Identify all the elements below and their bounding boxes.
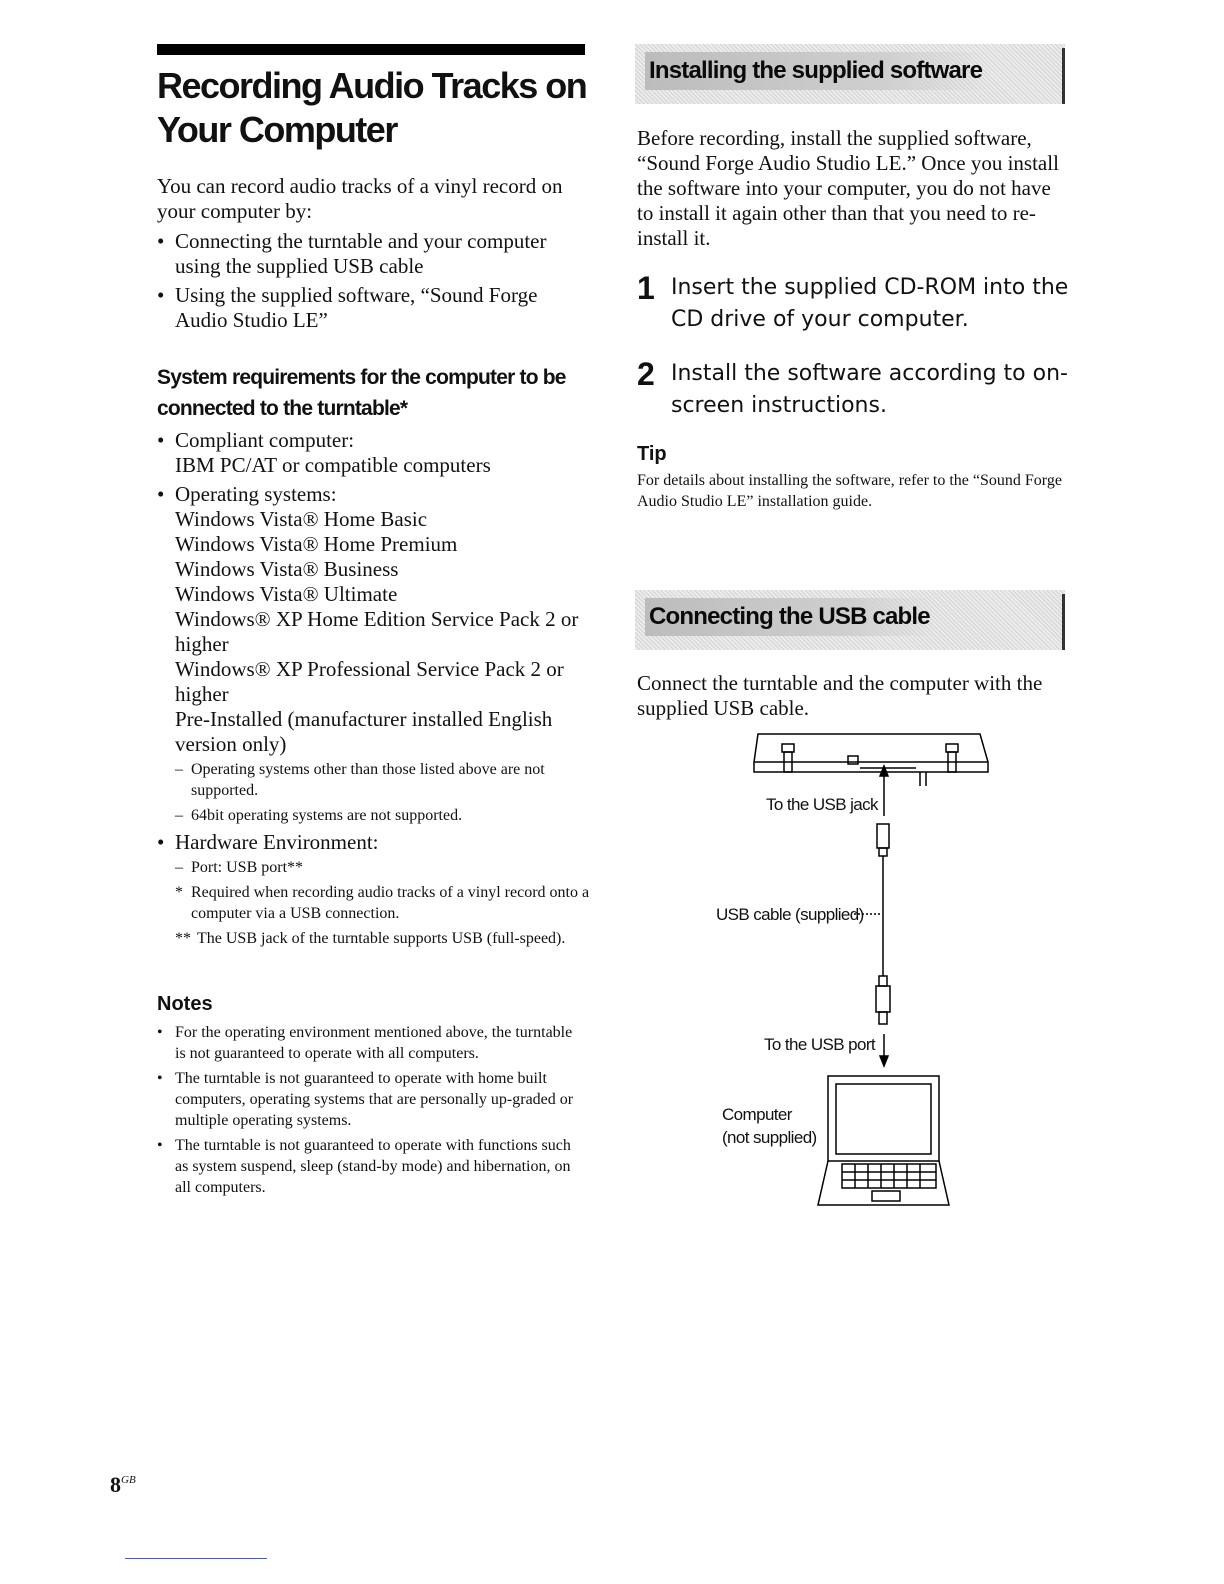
note-item: • The turntable is not guaranteed to operate with home built computers, operating systems that are personally up-graded or multiple operating systems. [157, 1068, 577, 1131]
page-title-line-2: Your Computer [157, 109, 397, 150]
hardware-item [157, 830, 597, 949]
step-1 [637, 272, 1067, 342]
heading-line-1: System requirements for the computer to be [157, 366, 566, 389]
label-to-usb-jack: To the USB jack [766, 795, 878, 814]
list-item: • Connecting the turntable and your computer using the supplied USB cable [157, 229, 587, 279]
usb-plug-icon [876, 986, 890, 1012]
page-number [110, 1472, 136, 1498]
page-number-suffix: GB [121, 1474, 136, 1486]
label-computer: Computer [722, 1105, 792, 1124]
note-text: 64bit operating systems are not supported. [191, 807, 463, 824]
hardware-notes [175, 857, 597, 949]
step-number: 1 [637, 270, 655, 306]
usb-connection-diagram [700, 728, 1000, 1208]
usb-intro: Connect the turntable and the computer with the supplied USB cable. [637, 671, 1043, 720]
page-title [157, 64, 587, 152]
os-entry: Windows Vista® Home Basic [175, 507, 428, 531]
note-text: Port: USB port** [191, 859, 304, 876]
list-item: • Using the supplied software, “Sound Forge Audio Studio LE” [157, 283, 587, 333]
hw-note [175, 928, 597, 949]
step-text: Install the software according to on-screen instructions. [671, 361, 1068, 418]
heading-line-2: connected to the turntable* [157, 397, 408, 420]
os-entry: Windows Vista® Home Premium [175, 532, 458, 556]
note-mark: – [175, 859, 183, 876]
install-heading: Installing the supplied software [645, 52, 988, 90]
usb-plug-icon [877, 824, 889, 848]
compliant-value: IBM PC/AT or compatible computers [175, 453, 491, 477]
note-mark: ** [175, 930, 191, 947]
hardware-label: • Hardware Environment: [175, 830, 379, 854]
os-label: • Operating systems: [175, 482, 337, 506]
tip-heading: Tip [637, 443, 667, 465]
os-entry: Windows Vista® Business [175, 557, 399, 581]
laptop-icon [818, 1076, 949, 1205]
section-banner-usb [635, 590, 1065, 650]
hw-note [175, 857, 597, 878]
intro-list [157, 229, 587, 337]
os-note [175, 805, 597, 826]
note-text: The USB jack of the turntable supports USB (full-speed). [197, 930, 566, 947]
banner-edge [1062, 594, 1065, 650]
notes-heading: Notes [157, 993, 213, 1015]
intro-paragraph: You can record audio tracks of a vinyl record on your computer by: [157, 174, 563, 223]
compliant-computer-item [157, 428, 597, 478]
footer-rule [125, 1558, 267, 1559]
turntable-icon [754, 734, 988, 772]
os-notes [175, 759, 597, 826]
tip-text: For details about installing the software, refer to the “Sound Forge Audio Studio LE” installation guide. [637, 472, 1062, 510]
title-rule [157, 44, 585, 55]
os-note [175, 759, 597, 801]
note-item: • For the operating environment mentioned above, the turntable is not guaranteed to operate with all computers. [157, 1022, 577, 1064]
note-mark: – [175, 807, 183, 824]
compliant-label: • Compliant computer: [175, 428, 355, 452]
operating-systems-item [157, 482, 597, 826]
label-to-usb-port: To the USB port [764, 1035, 876, 1054]
note-text: Operating systems other than those listed above are not supported. [191, 761, 545, 799]
system-requirements-heading [157, 362, 597, 424]
os-entry: Windows® XP Home Edition Service Pack 2 or higher [175, 607, 579, 656]
note-item: • The turntable is not guaranteed to operate with functions such as system suspend, sleep (stand-by mode) and hibernation, on all computers. [157, 1135, 577, 1198]
label-usb-cable: USB cable (supplied) [716, 905, 864, 924]
os-entry: Pre-Installed (manufacturer installed English version only) [175, 707, 553, 756]
os-entry: Windows Vista® Ultimate [175, 582, 398, 606]
notes-list [157, 1022, 577, 1202]
os-entry: Windows® XP Professional Service Pack 2 or higher [175, 657, 564, 706]
section-banner-install [635, 44, 1065, 104]
note-mark: * [175, 884, 183, 901]
label-computer-note: (not supplied) [722, 1128, 817, 1147]
page-title-line-1: Recording Audio Tracks on [157, 65, 587, 106]
step-2 [637, 358, 1067, 428]
note-mark: – [175, 761, 183, 778]
step-number: 2 [637, 356, 655, 392]
page-number-value: 8 [110, 1472, 121, 1497]
system-requirements-list [157, 428, 597, 953]
install-intro: Before recording, install the supplied software, “Sound Forge Audio Studio LE.” Once you install the software into your computer, you do not have to install it again other than that you need to re-install it. [637, 126, 1059, 250]
banner-edge [1062, 48, 1065, 104]
hw-note [175, 882, 597, 924]
note-text: Required when recording audio tracks of a vinyl record onto a computer via a USB connection. [191, 884, 590, 922]
usb-heading: Connecting the USB cable [645, 598, 936, 636]
step-text: Insert the supplied CD-ROM into the CD drive of your computer. [671, 275, 1069, 332]
